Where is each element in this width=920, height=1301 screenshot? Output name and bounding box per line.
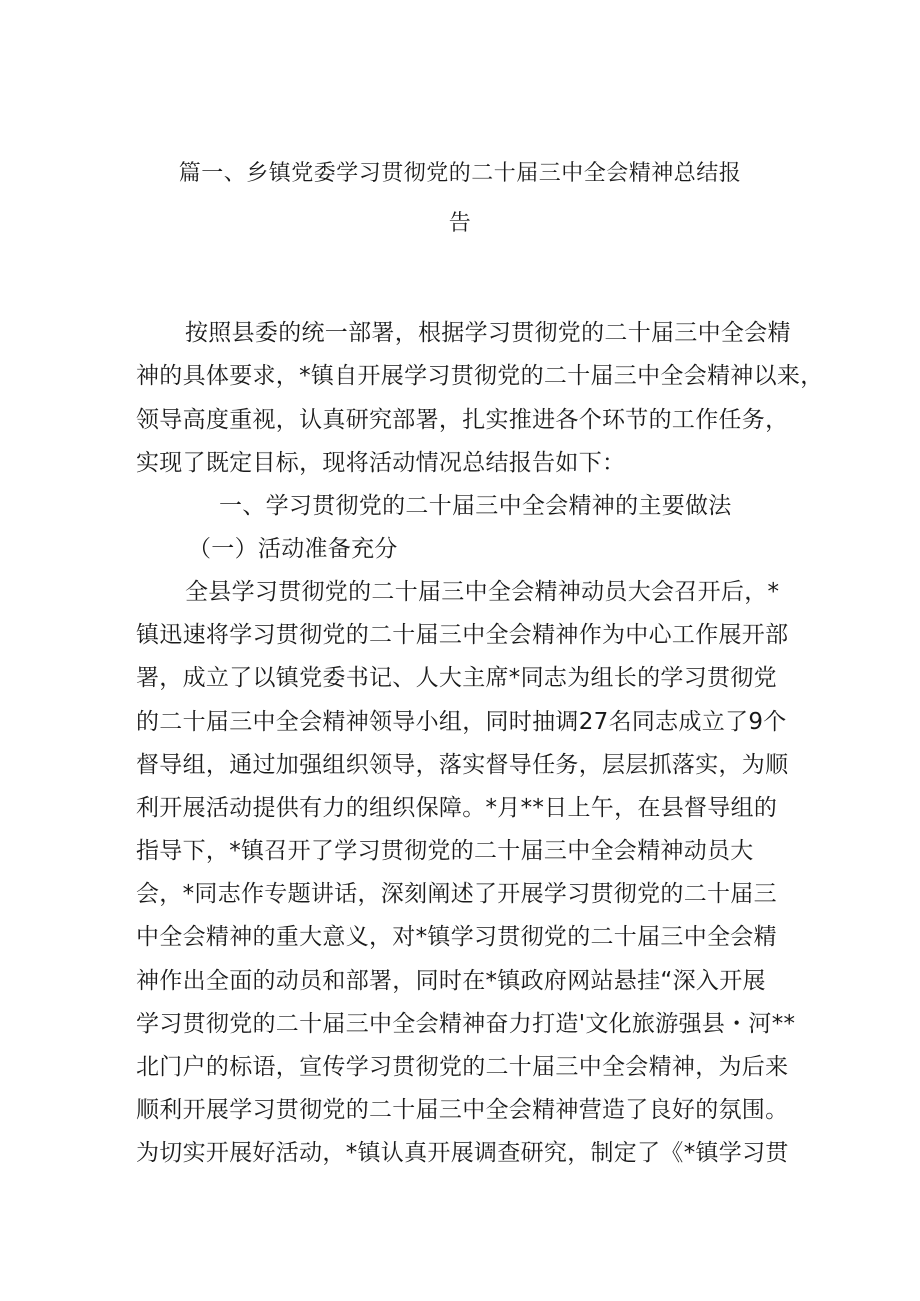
body-line: 会，*同志作专题讲话，深刻阐述了开展学习贯彻党的二十届三 <box>136 881 777 907</box>
section-heading: 一、学习贯彻党的二十届三中全会精神的主要做法 <box>219 493 732 519</box>
intro-line: 实现了既定目标，现将活动情况总结报告如下： <box>136 450 626 476</box>
body-line: 镇迅速将学习贯彻党的二十届三中全会精神作为中心工作展开部 <box>136 622 789 648</box>
document-title-line-1: 篇一、乡镇党委学习贯彻党的二十届三中全会精神总结报 <box>178 161 742 186</box>
intro-line: 神的具体要求，*镇自开展学习贯彻党的二十届三中全会精神以来， <box>136 363 824 389</box>
body-line: 学习贯彻党的二十届三中全会精神奋力打造'文化旅游强县・河** <box>136 1011 796 1037</box>
body-line: 署，成立了以镇党委书记、人大主席*同志为组长的学习贯彻党 <box>136 665 777 691</box>
body-line: 神作出全面的动员和部署，同时在*镇政府网站悬挂“深入开展 <box>136 968 766 994</box>
body-line: 全县学习贯彻党的二十届三中全会精神动员大会召开后，* <box>185 579 780 605</box>
body-line: 利开展活动提供有力的组织保障。*月**日上午，在县督导组的 <box>136 795 778 821</box>
subsection-heading: （一）活动准备充分 <box>188 536 398 562</box>
body-line: 北门户的标语，宣传学习贯彻党的二十届三中全会精神，为后来 <box>136 1054 789 1080</box>
body-line: 督导组，通过加强组织领导，落实督导任务，层层抓落实，为顺 <box>136 752 789 778</box>
document-title-line-2: 告 <box>448 211 472 236</box>
body-line: 的二十届三中全会精神领导小组，同时抽调27名同志成立了9个 <box>136 709 787 735</box>
body-line: 中全会精神的重大意义，对*镇学习贯彻党的二十届三中全会精 <box>136 924 777 950</box>
intro-line: 领导高度重视，认真研究部署，扎实推进各个环节的工作任务， <box>136 407 789 433</box>
body-line: 为切实开展好活动，*镇认真开展调查研究，制定了《*镇学习贯 <box>136 1140 789 1166</box>
intro-line: 按照县委的统一部署，根据学习贯彻党的二十届三中全会精 <box>185 320 791 346</box>
body-line: 指导下，*镇召开了学习贯彻党的二十届三中全会精神动员大 <box>136 838 754 864</box>
body-line: 顺利开展学习贯彻党的二十届三中全会精神营造了良好的氛围。 <box>136 1097 789 1123</box>
